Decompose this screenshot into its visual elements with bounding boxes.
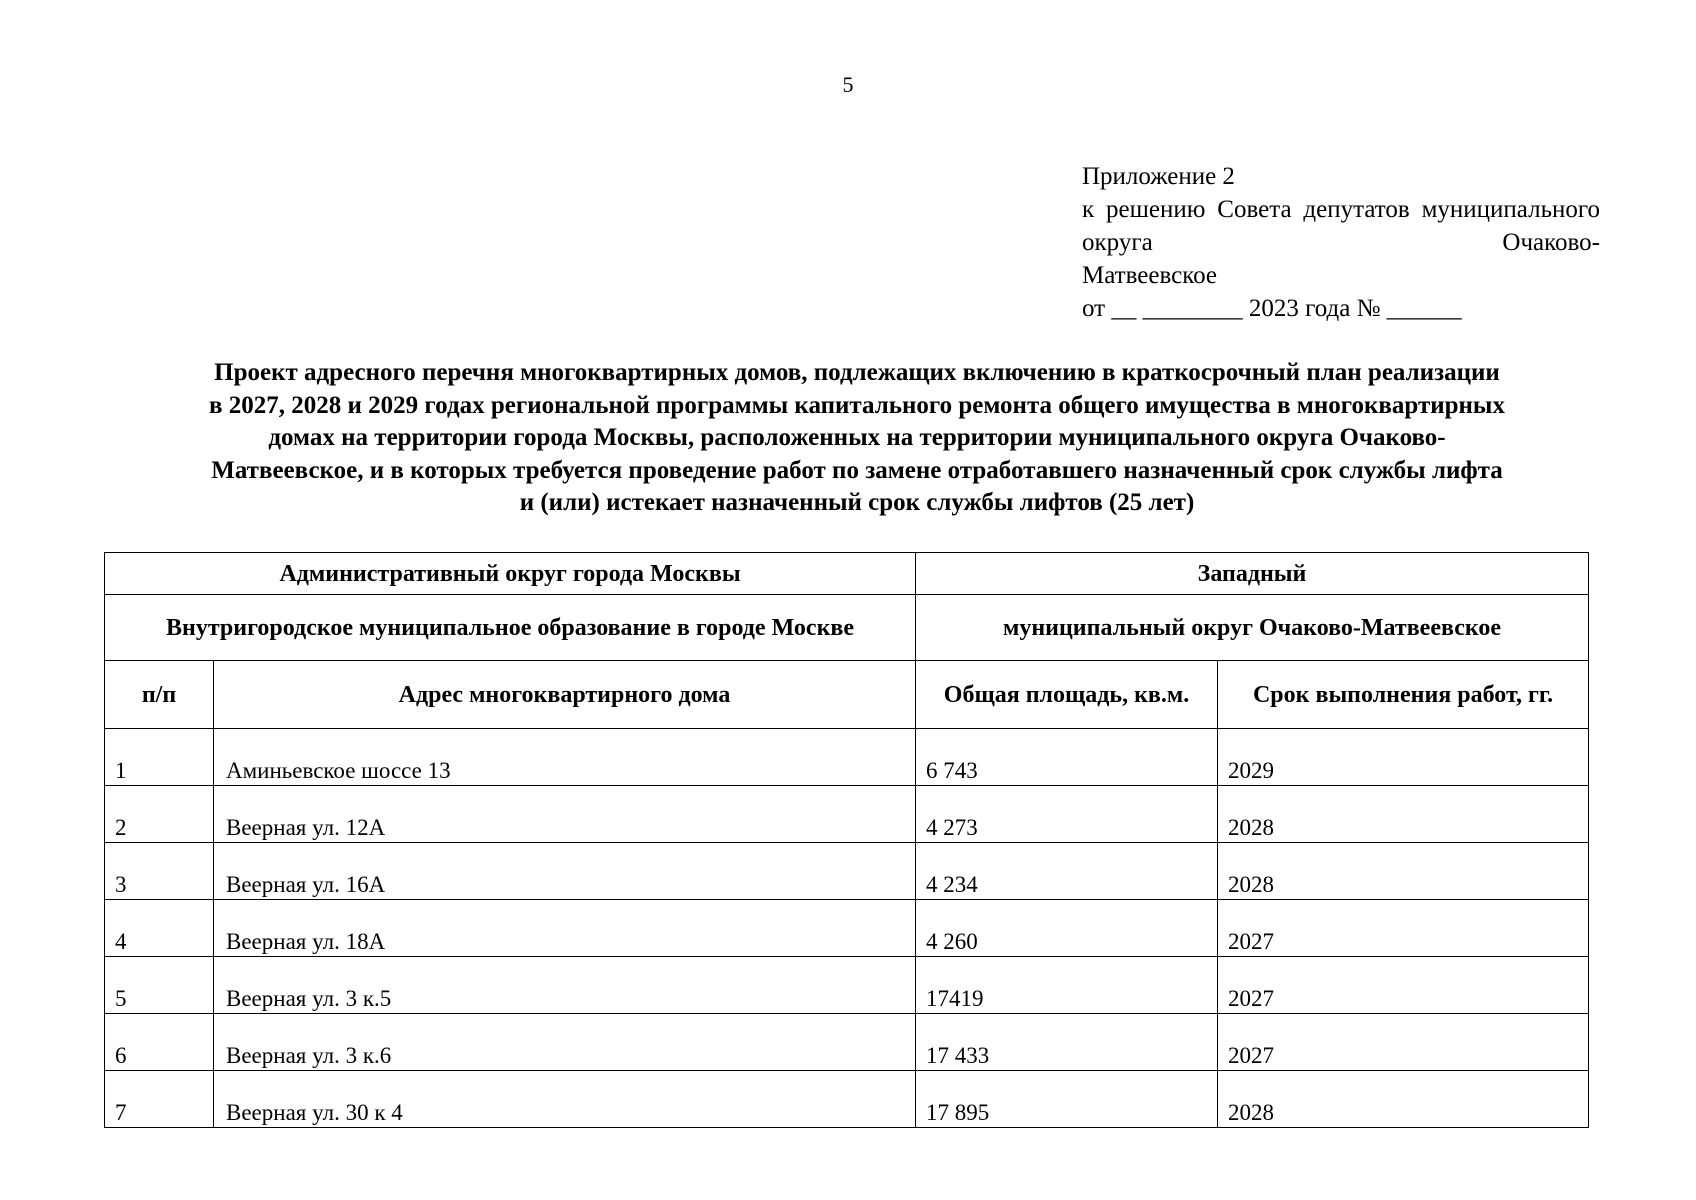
municipality-value: муниципальный округ Очаково-Матвеевское: [916, 595, 1589, 661]
municipality-row: [105, 595, 1589, 661]
row-address: Веерная ул. 3 к.6: [214, 1014, 916, 1071]
column-header-row: [105, 661, 1589, 729]
municipality-label: Внутригородское муниципальное образование в городе Москве: [105, 595, 916, 661]
appendix-decision-text: к решению Совета депутатов муниципального округа Очаково-: [1082, 196, 1600, 256]
header-address: Адрес многоквартирного дома: [214, 661, 916, 729]
title-line: домах на территории города Москвы, расположенных на территории муниципального округа Очаково-: [268, 424, 1446, 451]
row-number: 1: [105, 729, 214, 786]
row-address: Веерная ул. 18А: [214, 900, 916, 957]
row-term: 2028: [1218, 786, 1589, 843]
admin-district-value: Западный: [916, 553, 1589, 595]
row-address: Веерная ул. 12А: [214, 786, 916, 843]
table-row: [105, 1071, 1589, 1128]
table-row: [105, 843, 1589, 900]
row-number: 3: [105, 843, 214, 900]
row-area: 6 743: [916, 729, 1218, 786]
title-line: и (или) истекает назначенный срок службы лифтов (25 лет): [519, 489, 1195, 516]
title-line: Матвеевское, и в которых требуется проведение работ по замене отработавшего назначенный срок службы лифта: [211, 456, 1503, 484]
row-term: 2028: [1218, 1071, 1589, 1128]
row-area: 4 260: [916, 900, 1218, 957]
table-row: [105, 900, 1589, 957]
table-body: [105, 729, 1589, 1128]
admin-district-row: [105, 553, 1589, 595]
title-line: Проект адресного перечня многоквартирных домов, подлежащих включению в краткосрочный план реализации: [214, 359, 1500, 386]
header-area: Общая площадь, кв.м.: [916, 661, 1218, 729]
admin-district-label: Административный округ города Москвы: [105, 553, 916, 595]
table-row: [105, 786, 1589, 843]
row-term: 2027: [1218, 957, 1589, 1014]
row-number: 5: [105, 957, 214, 1014]
row-address: Веерная ул. 3 к.5: [214, 957, 916, 1014]
row-term: 2027: [1218, 900, 1589, 957]
row-area: 17419: [916, 957, 1218, 1014]
row-area: 17 895: [916, 1071, 1218, 1128]
document-title: [112, 357, 1602, 520]
row-area: 17 433: [916, 1014, 1218, 1071]
row-number: 4: [105, 900, 214, 957]
table-row: [105, 1014, 1589, 1071]
appendix-block: [1082, 160, 1600, 325]
row-number: 6: [105, 1014, 214, 1071]
appendix-municipality-name: Матвеевское: [1082, 262, 1217, 289]
header-term: Срок выполнения работ, гг.: [1218, 661, 1589, 729]
row-address: Аминьевское шоссе 13: [214, 729, 916, 786]
row-term: 2027: [1218, 1014, 1589, 1071]
row-address: Веерная ул. 16А: [214, 843, 916, 900]
row-address: Веерная ул. 30 к 4: [214, 1071, 916, 1128]
title-line: в 2027, 2028 и 2029 годах региональной программы капитального ремонта общего имущества в многоквартирных: [209, 391, 1505, 419]
appendix-title: Приложение 2: [1082, 163, 1235, 190]
row-number: 2: [105, 786, 214, 843]
page-number: 5: [842, 72, 854, 97]
address-table: [104, 552, 1589, 1128]
table-row: [105, 729, 1589, 786]
row-area: 4 234: [916, 843, 1218, 900]
row-number: 7: [105, 1071, 214, 1128]
row-area: 4 273: [916, 786, 1218, 843]
row-term: 2028: [1218, 843, 1589, 900]
table-row: [105, 957, 1589, 1014]
header-num: п/п: [105, 661, 214, 729]
appendix-date-line: от __ ________ 2023 года № ______: [1082, 295, 1462, 322]
row-term: 2029: [1218, 729, 1589, 786]
